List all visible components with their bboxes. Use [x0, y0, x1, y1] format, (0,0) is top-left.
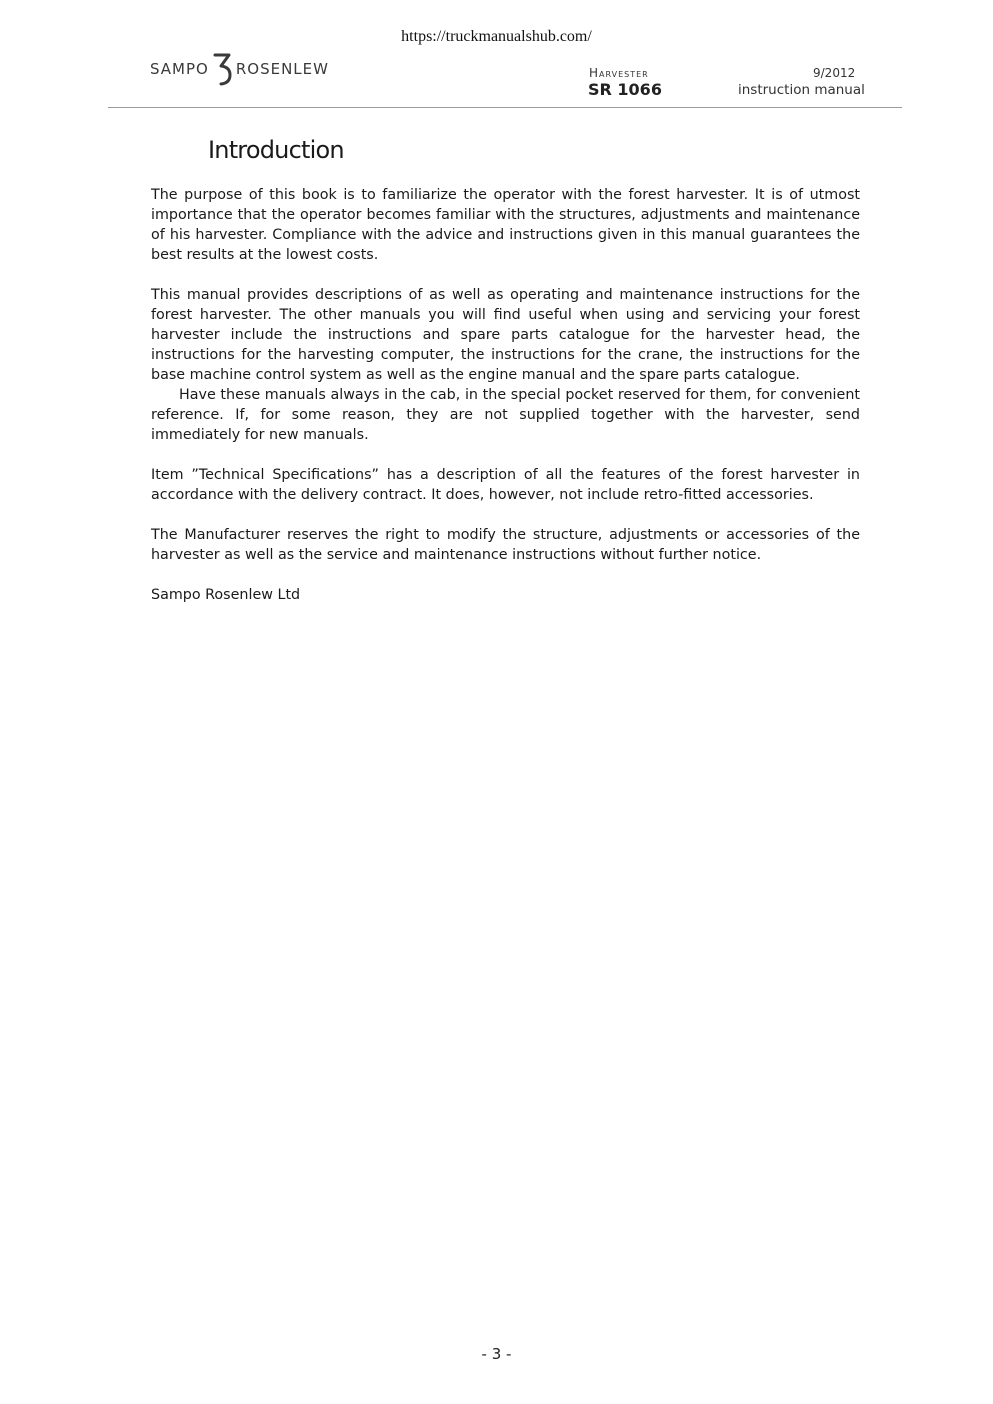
logo-mark-icon — [212, 52, 234, 86]
logo-text-left: SAMPO — [150, 60, 209, 78]
document-kind: instruction manual — [738, 82, 865, 98]
document-type: Harvester — [589, 66, 649, 80]
signature: Sampo Rosenlew Ltd — [151, 587, 301, 603]
paragraph-purpose: The purpose of this book is to familiarize the operator with the forest harvester. It is of utmost importance that the operator becomes familiar with the structures, adjustments and maintenance of his harvester. Compliance with the advice and instructions given in this manual guarantees the best results at the lowest costs. — [151, 187, 860, 263]
model-number: SR 1066 — [588, 80, 662, 99]
page-title: Introduction — [208, 136, 344, 164]
paragraph-manuals: This manual provides descriptions of as well as operating and maintenance instructions for the forest harvester. The other manuals you will find useful when using and servicing your forest harvester include the instructions and spare parts catalogue for the harvester head, the instructions for the harvesting computer, the instructions for the crane, the instructions for the base machine control system as well as the engine manual and the spare parts catalogue. — [151, 287, 860, 383]
company-logo — [150, 52, 329, 86]
header-divider — [108, 107, 902, 108]
paragraph-technical-specifications: Item ”Technical Specifications” has a description of all the features of the forest harvester in accordance with the delivery contract. It does, however, not include retro-fitted accessories. — [151, 467, 860, 503]
paragraph-manuals-in-cab: Have these manuals always in the cab, in the special pocket reserved for them, for convenient reference. If, for some reason, they are not supplied together with the harvester, send immediately for new manuals. — [151, 387, 860, 443]
logo-text-right: ROSENLEW — [235, 60, 329, 78]
body-text — [151, 185, 860, 625]
paragraph-manufacturer-rights: The Manufacturer reserves the right to modify the structure, adjustments or accessories of the harvester as well as the service and maintenance instructions without further notice. — [151, 527, 860, 563]
source-url: https://truckmanualshub.com/ — [401, 28, 592, 45]
document-date: 9/2012 — [813, 66, 856, 80]
page-number: - 3 - — [481, 1345, 512, 1363]
